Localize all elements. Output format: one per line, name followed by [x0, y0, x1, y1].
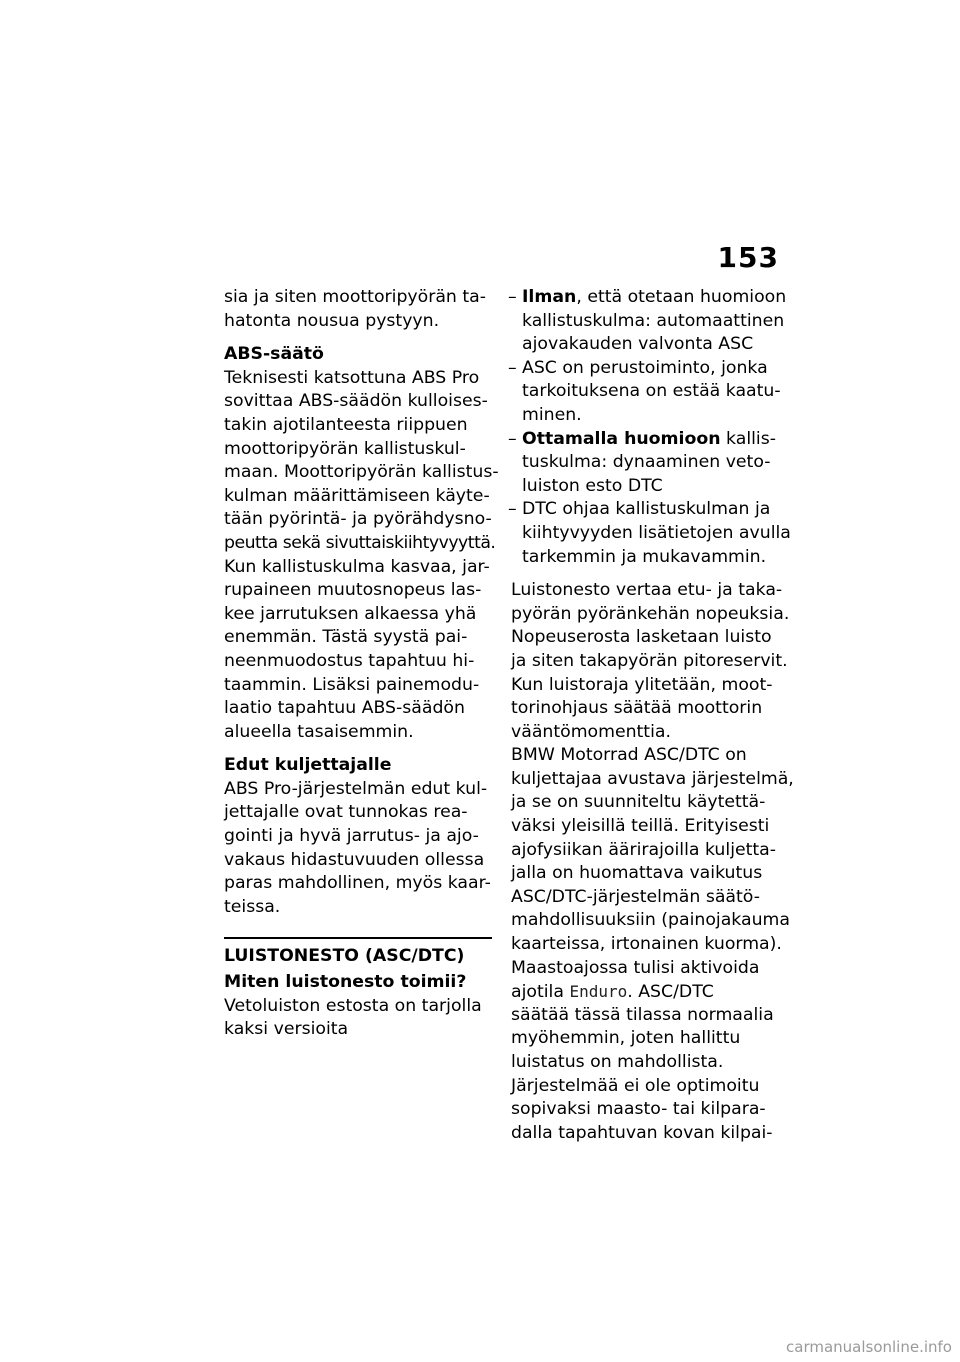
- list-item: [511, 357, 781, 428]
- text-line: sovittaa ABS-säädön kulloises-: [224, 391, 488, 412]
- text-line: mahdollisuuksiin (painojakauma: [511, 910, 790, 931]
- text-line: myöhemmin, joten hallittu: [511, 1028, 741, 1049]
- text-line: Teknisesti katsottuna ABS Pro: [224, 367, 480, 388]
- text-line: Maastoajossa tulisi aktivoida: [511, 957, 760, 978]
- text-line: kee jarrutuksen alkaessa yhä: [224, 603, 477, 624]
- text-line: Järjestelmää ei ole optimoitu: [511, 1075, 760, 1096]
- text-line: vakaus hidastuvuuden ollessa: [224, 849, 485, 870]
- text-line: Vetoluiston estosta on tarjolla: [224, 995, 482, 1016]
- text-line: jalla on huomattava vaikutus: [511, 863, 763, 884]
- text-line: neenmuodostus tapahtuu hi-: [224, 650, 475, 671]
- text-line: luiston esto DTC: [522, 475, 663, 496]
- text-line: paras mahdollinen, myös kaar-: [224, 873, 491, 894]
- text-line: rupaineen muutosnopeus las-: [224, 580, 482, 601]
- text-line: kaarteissa, irtonainen kuorma).: [511, 934, 782, 955]
- text-line: kuljettajaa avustava järjestelmä,: [511, 768, 794, 789]
- text-line: kaksi versioita: [224, 1019, 349, 1040]
- text-line: tarkemmin ja mukavammin.: [522, 546, 767, 567]
- text-line: Nopeuserosta lasketaan luisto: [511, 627, 772, 648]
- text-line: hatonta nousua pystyyn.: [224, 310, 440, 331]
- text-line: Kun luistoraja ylitetään, moot-: [511, 674, 773, 695]
- text-line: vääntömomenttia.: [511, 721, 671, 742]
- text-fragment: . ASC/DTC: [627, 982, 714, 1003]
- mode-name: Enduro: [569, 982, 628, 1002]
- list-item: [511, 286, 787, 357]
- text-line: alueella tasaisemmin.: [224, 721, 414, 742]
- list-item: [511, 428, 781, 499]
- text-line: teissa.: [224, 896, 281, 917]
- text-line: ABS Pro-järjestelmän edut kul-: [224, 778, 488, 799]
- section-title: LUISTONESTO (ASC/DTC): [224, 946, 465, 967]
- text-line: peutta sekä sivuttaiskiihtyvyyttä.: [224, 532, 496, 553]
- section-divider: [224, 937, 492, 939]
- list-item: [511, 498, 791, 569]
- text-line: säätää tässä tilassa normaalia: [511, 1004, 774, 1025]
- text-line: väksi yleisillä teillä. Erityisesti: [511, 816, 770, 837]
- text-line: torinohjaus säätää moottorin: [511, 698, 763, 719]
- text-line: ASC/DTC-järjestelmän säätö-: [511, 886, 760, 907]
- text-line: Kun kallistuskulma kasvaa, jar-: [224, 556, 490, 577]
- text-line: dalla tapahtuvan kovan kilpai-: [511, 1122, 773, 1143]
- text-line: sopivaksi maasto- tai kilpara-: [511, 1099, 766, 1120]
- benefits-heading: Edut kuljettajalle: [224, 755, 392, 776]
- text-line: ajovakauden valvonta ASC: [522, 334, 754, 355]
- text-line: – DTC ohjaa kallistuskulman ja: [511, 498, 781, 522]
- text-line: enemmän. Tästä syystä pai-: [224, 627, 468, 648]
- text-line: pyörän pyöränkehän nopeuksia.: [511, 603, 790, 624]
- text-line: tään pyörintä- ja pyörähdysno-: [224, 509, 492, 530]
- item-text: , että otetaan huomioon: [576, 287, 787, 307]
- left-column: [224, 286, 499, 1042]
- text-line: gointi ja hyvä jarrutus- ja ajo-: [224, 826, 479, 847]
- text-line: tuskulma: dynaaminen veto-: [522, 452, 771, 473]
- text-line: taammin. Lisäksi painemodu-: [224, 674, 480, 695]
- text-line: luistatus on mahdollista.: [511, 1052, 724, 1072]
- item-bold: Ottamalla huomioon: [522, 428, 721, 449]
- text-line: kulman määrittämiseen käyte-: [224, 485, 490, 506]
- how-heading: Miten luistonesto toimii?: [224, 972, 467, 993]
- text-line: maan. Moottoripyörän kallistus-: [224, 462, 499, 483]
- text-line: moottoripyörän kallistuskul-: [224, 438, 466, 459]
- text-line: ja se on suunniteltu käytettä-: [511, 792, 766, 813]
- text-line: – ASC on perustoiminto, jonka: [511, 357, 781, 381]
- abs-heading: ABS-säätö: [224, 344, 324, 365]
- text-line: BMW Motorrad ASC/DTC on: [511, 745, 747, 766]
- text-line: sia ja siten moottoripyörän ta-: [224, 287, 486, 307]
- text-line: ajofysiikan äärirajoilla kuljetta-: [511, 839, 776, 860]
- enduro-line: [511, 980, 781, 1004]
- text-line: tarkoituksena on estää kaatu-: [522, 381, 781, 402]
- text-line: ja siten takapyörän pitoreservit.: [511, 650, 788, 671]
- text-line: takin ajotilanteesta riippuen: [224, 414, 468, 435]
- text-line: kallistuskulma: automaattinen: [522, 310, 785, 331]
- item-text: kallis-: [720, 428, 776, 449]
- text-line: Luistonesto vertaa etu- ja taka-: [511, 580, 783, 601]
- item-bold: Ilman: [522, 287, 577, 307]
- page-number: 153: [717, 241, 779, 274]
- text-line: jettajalle ovat tunnokas rea-: [224, 802, 468, 823]
- text-fragment: ajotila: [511, 982, 570, 1003]
- watermark: carmanualsonline.info: [786, 1338, 952, 1356]
- text-line: laatio tapahtuu ABS-säädön: [224, 698, 465, 719]
- text-line: kiihtyvyyden lisätietojen avulla: [522, 522, 791, 543]
- text-line: minen.: [522, 404, 582, 425]
- right-column: [511, 286, 794, 1145]
